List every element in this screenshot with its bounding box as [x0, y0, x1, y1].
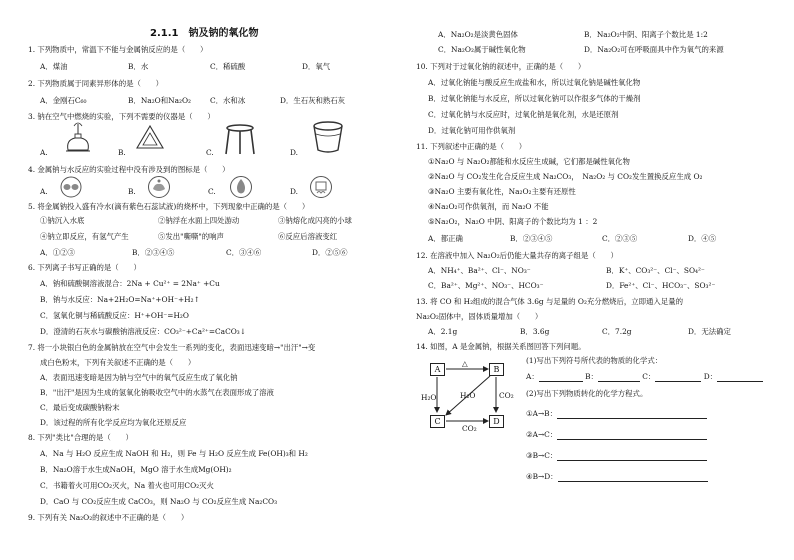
q5-option-c[interactable]: C．③④⑥	[226, 248, 262, 257]
q7-option-b[interactable]: B．"出汗"是因为生成的氢氧化钠吸收空气中的水蒸气在表面形成了溶液	[40, 388, 274, 397]
q5-option-b[interactable]: B．②③④⑤	[132, 248, 175, 257]
q2-option-a[interactable]: A．金刚石C₆₀	[40, 96, 87, 105]
q5-option-a[interactable]: A．①②③	[40, 248, 75, 257]
q12-option-c[interactable]: C．Ba²⁺、Mg²⁺、NO₃⁻、HCO₃⁻	[428, 281, 544, 290]
q14-node-a: A	[430, 363, 445, 376]
q6-option-d[interactable]: D．澄清的石灰水与碳酸钠溶液反应：CO₃²⁻+Ca²⁺=CaCO₃↓	[40, 327, 246, 336]
q7-stem-line2: 成白色粉末，下列有关叙述不正确的是（ ）	[40, 358, 196, 367]
q14-stem: 14. 如图，A 是金属钠，根据关系图回答下列问题。	[416, 342, 586, 351]
q10-option-d[interactable]: D．过氧化钠可用作供氧剂	[428, 126, 516, 135]
q14-node-d: D	[489, 415, 504, 428]
crucible-icon	[308, 120, 348, 156]
q14-eq-3	[526, 452, 707, 461]
q13-option-a[interactable]: A．2.1g	[428, 327, 458, 336]
q8-option-b[interactable]: B．Na₂O溶于水生成NaOH，MgO 溶于水生成Mg(OH)₂	[40, 465, 232, 474]
q11-item-4: ④Na₂O₂可作供氧剂，而 Na₂O 不能	[428, 202, 549, 211]
q14-fill-d-label: D：	[703, 372, 718, 382]
q14-eq-1-label: ①A→B：	[526, 409, 557, 419]
q14-fill-b-blank[interactable]	[598, 373, 640, 382]
q11-option-a[interactable]: A．都正确	[428, 234, 463, 243]
q5-item-2: ②钠浮在水面上四处游动	[158, 216, 240, 225]
q3-label-b[interactable]: B.	[118, 148, 126, 157]
q14-eq-2-blank[interactable]	[557, 431, 707, 440]
q14-fill-a-label: A：	[526, 372, 539, 382]
q2-option-c[interactable]: C．水和冰	[210, 96, 246, 105]
q14-eq-3-blank[interactable]	[557, 452, 707, 461]
q4-label-a[interactable]: A.	[40, 187, 48, 196]
q14-node-c: C	[430, 415, 445, 428]
alcohol-lamp-icon	[60, 120, 96, 158]
q5-item-3: ③钠熔化成闪亮的小球	[278, 216, 352, 225]
q14-fill-a-blank[interactable]	[539, 373, 583, 382]
q4-label-d[interactable]: D.	[290, 187, 299, 196]
q13-option-b[interactable]: B．3.6g	[520, 327, 550, 336]
q3-label-c[interactable]: C.	[206, 148, 214, 157]
q2-stem: 2. 下列物质属于同素异形体的是（ ）	[28, 79, 164, 88]
q13-stem-line2: Na₂O₂固体中，固体质量增加（ ）	[416, 312, 543, 321]
q1-stem: 1. 下列物质中，常温下不能与金属钠反应的是（ ）	[28, 45, 208, 54]
q9-option-d[interactable]: D．Na₂O₂可在呼吸面具中作为氧气的来源	[584, 45, 724, 54]
q12-stem: 12. 在溶液中加入 Na₂O₂后仍能大量共存的离子组是（ ）	[416, 251, 618, 260]
q14-fill-c-blank[interactable]	[655, 373, 701, 382]
q14-fill-b-label: B：	[585, 372, 598, 382]
q2-option-d[interactable]: D．生石灰和熟石灰	[280, 96, 346, 105]
q5-item-4: ④钠立即反应，有氢气产生	[40, 232, 129, 241]
q9-stem: 9. 下列有关 Na₂O₂的叙述中不正确的是（ ）	[28, 513, 189, 522]
q5-item-5: ⑤发出"嘶嘶"的响声	[158, 232, 224, 241]
q11-item-1: ①Na₂O 与 Na₂O₂都能和水反应生成碱，它们都是碱性氧化物	[428, 157, 630, 166]
hand-wash-icon	[146, 175, 172, 199]
q6-stem: 6. 下列离子书写正确的是（ ）	[28, 263, 141, 272]
q4-label-b[interactable]: B.	[128, 187, 136, 196]
q6-option-b[interactable]: B．钠与水反应：Na+2H₂O=Na⁺+OH⁻+H₂↑	[40, 295, 200, 304]
q11-stem: 11. 下列叙述中正确的是（ ）	[416, 142, 527, 151]
q1-option-d[interactable]: D．氧气	[302, 62, 331, 71]
q3-label-d[interactable]: D.	[290, 148, 299, 157]
q5-item-6: ⑥反应后溶液变红	[278, 232, 338, 241]
q4-stem: 4. 金属钠与水反应的实验过程中没有涉及到的图标是（ ）	[28, 165, 230, 174]
q14-eq-1-blank[interactable]	[557, 410, 707, 419]
q6-option-c[interactable]: C．氢氧化铜与稀硫酸反应：H⁺+OH⁻=H₂O	[40, 311, 189, 320]
q10-stem: 10. 下列对于过氧化钠的叙述中，正确的是（ ）	[416, 62, 586, 71]
q8-option-c[interactable]: C．书籍着火可用CO₂灭火，Na 着火也可用CO₂灭火	[40, 481, 214, 490]
q12-option-b[interactable]: B．K⁺、CO₃²⁻、Cl⁻、SO₄²⁻	[606, 266, 705, 275]
q5-item-1: ①钠沉入水底	[40, 216, 85, 225]
q11-option-b[interactable]: B．②③④⑤	[510, 234, 553, 243]
q12-option-a[interactable]: A．NH₄⁺、Ba²⁺、Cl⁻、NO₃⁻	[428, 266, 531, 275]
flame-icon	[228, 175, 254, 199]
q8-option-d[interactable]: D．CaO 与 CO₂反应生成 CaCO₃，则 Na₂O 与 CO₂反应生成 Na₂CO₃	[40, 497, 278, 506]
q9-option-b[interactable]: B．Na₂O₂中阴、阳离子个数比是 1:2	[584, 30, 708, 39]
q11-option-c[interactable]: C．②③⑤	[602, 234, 638, 243]
q3-label-a[interactable]: A.	[40, 148, 48, 157]
q10-option-b[interactable]: B．过氧化钠能与水反应，所以过氧化钠可以作很多气体的干燥剂	[428, 94, 641, 103]
q14-eq-4-label: ④B→D：	[526, 472, 558, 482]
tripod-triangle-icon	[133, 122, 167, 152]
q8-option-a[interactable]: A．Na 与 H₂O 反应生成 NaOH 和 H₂，则 Fe 与 H₂O 反应生成 Fe(OH)₃和 H₂	[40, 449, 308, 458]
q14-edge-cd-label: CO₂	[462, 424, 477, 433]
q14-eq-2-label: ②A→C：	[526, 430, 558, 440]
q6-option-a[interactable]: A．钠和硫酸铜溶液混合：2Na + Cu²⁺ = 2Na⁺ +Cu	[40, 279, 220, 288]
q14-edge-bd-label: CO₂	[499, 391, 514, 400]
goggles-icon	[58, 176, 84, 198]
q9-option-a[interactable]: A．Na₂O₂是淡黄色固体	[438, 30, 518, 39]
q14-eq-3-label: ③B→C：	[526, 451, 558, 461]
q10-option-c[interactable]: C．过氧化钠与水反应时，过氧化钠是氧化剂，水是还原剂	[428, 110, 619, 119]
q1-option-c[interactable]: C．稀硫酸	[210, 62, 246, 71]
tripod-icon	[223, 120, 257, 158]
q11-item-2: ②Na₂O 与 CO₂发生化合反应生成 Na₂CO₃， Na₂O₂ 与 CO₂发生置换反应生成 O₂	[428, 172, 703, 181]
q1-option-b[interactable]: B．水	[128, 62, 149, 71]
q10-option-a[interactable]: A．过氧化钠能与酸反应生成盐和水，所以过氧化钠是碱性氧化物	[428, 78, 641, 87]
q7-stem-line1: 7. 将一小块银白色的金属钠放在空气中会发生一系列的变化，表面迅速变暗→"出汗"→变	[28, 343, 316, 352]
q14-fill-row	[526, 373, 763, 382]
q13-stem-line1: 13. 将 CO 和 H₂组成的混合气体 3.6g 与足量的 O₂充分燃烧后，立即通入足量的	[416, 297, 683, 306]
q14-edge-ac-label: H₂O	[421, 393, 437, 402]
q14-sub1: (1)写出下列符号所代表的物质的化学式：	[526, 356, 663, 365]
q2-option-b[interactable]: B．Na₂O和Na₂O₂	[128, 96, 191, 105]
q3-stem: 3. 钠在空气中燃烧的实验，下列不需要的仪器是（ ）	[28, 112, 215, 121]
q14-eq-4	[526, 473, 708, 482]
q14-eq-1	[526, 410, 707, 419]
q7-option-a[interactable]: A．表面迅速变暗是因为钠与空气中的氧气反应生成了氧化钠	[40, 373, 238, 382]
q11-option-d[interactable]: D．④⑤	[688, 234, 717, 243]
q9-option-c[interactable]: C．Na₂O₂属于碱性氧化物	[438, 45, 526, 54]
q14-node-b: B	[489, 363, 504, 376]
page-title: 2.1.1 钠及钠的氧化物	[150, 28, 259, 39]
q14-edge-ab-label: △	[462, 359, 468, 368]
q5-option-d[interactable]: D．②⑤⑥	[312, 248, 348, 257]
q5-stem: 5. 将金属钠投入盛有冷水(滴有紫色石蕊试液)的烧杯中，下列现象中正确的是（ ）	[28, 202, 310, 211]
q14-fill-d-blank[interactable]	[717, 373, 763, 382]
q4-label-c[interactable]: C.	[208, 187, 216, 196]
q8-stem: 8. 下列"类比"合理的是（ ）	[28, 433, 133, 442]
q7-option-c[interactable]: C．最后变成碳酸钠粉末	[40, 403, 120, 412]
q13-option-d[interactable]: D．无法确定	[688, 327, 731, 336]
q1-option-a[interactable]: A．煤油	[40, 62, 68, 71]
q12-option-d[interactable]: D．Fe²⁺、Cl⁻、HCO₃⁻、SO₃²⁻	[606, 281, 716, 290]
q11-item-3: ③Na₂O 主要有氧化性，Na₂O₂主要有还原性	[428, 187, 576, 196]
q14-sub2: (2)写出下列物质转化的化学方程式。	[526, 389, 648, 398]
q14-fill-c-label: C：	[642, 372, 656, 382]
q14-eq-4-blank[interactable]	[558, 473, 708, 482]
q14-eq-2	[526, 431, 707, 440]
q14-edge-bc-label: H₂O	[460, 391, 476, 400]
q11-item-5: ⑤Na₂O₂，Na₂O 中阴、阳离子的个数比均为 1 ：2	[428, 217, 598, 226]
q13-option-c[interactable]: C．7.2g	[602, 327, 632, 336]
q7-option-d[interactable]: D．该过程的所有化学反应均为氧化还原反应	[40, 418, 187, 427]
heating-icon	[308, 175, 334, 199]
